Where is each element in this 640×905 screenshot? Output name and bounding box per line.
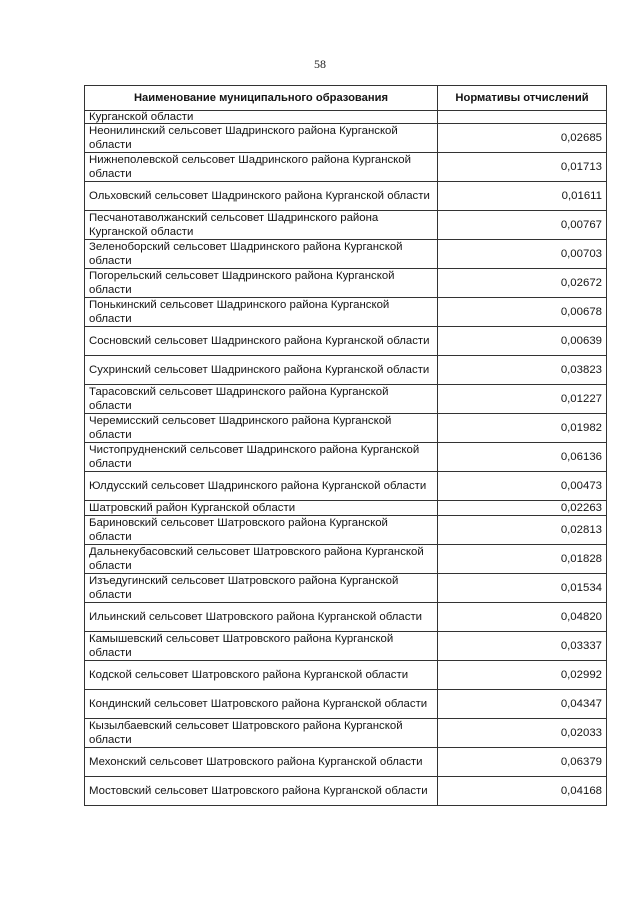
norm-value: 0,01534 xyxy=(438,574,607,603)
table-row xyxy=(85,298,607,327)
norm-value: 0,00678 xyxy=(438,298,607,327)
municipality-name: Песчанотаволжанский сельсовет Шадринского района Курганской области xyxy=(85,211,438,240)
municipality-name: Сухринский сельсовет Шадринского района Курганской области xyxy=(85,356,438,385)
municipality-name: Нижнеполевской сельсовет Шадринского района Курганской области xyxy=(85,153,438,182)
table-row xyxy=(85,574,607,603)
municipality-name: Мостовский сельсовет Шатровского района Курганской области xyxy=(85,777,438,806)
table-row xyxy=(85,472,607,501)
norm-value: 0,04820 xyxy=(438,603,607,632)
municipality-name: Юлдусский сельсовет Шадринского района Курганской области xyxy=(85,472,438,501)
norm-value: 0,01828 xyxy=(438,545,607,574)
municipality-name: Понькинский сельсовет Шадринского района Курганской области xyxy=(85,298,438,327)
norm-value: 0,00473 xyxy=(438,472,607,501)
table-row xyxy=(85,719,607,748)
municipality-name: Камышевский сельсовет Шатровского района Курганской области xyxy=(85,632,438,661)
municipality-name: Кодской сельсовет Шатровского района Курганской области xyxy=(85,661,438,690)
municipality-name: Шатровский район Курганской области xyxy=(85,501,438,516)
table-row xyxy=(85,443,607,472)
table-row xyxy=(85,124,607,153)
norm-value: 0,02685 xyxy=(438,124,607,153)
municipality-name: Чистопрудненский сельсовет Шадринского района Курганской области xyxy=(85,443,438,472)
table-row xyxy=(85,327,607,356)
municipality-name: Тарасовский сельсовет Шадринского района Курганской области xyxy=(85,385,438,414)
table-row xyxy=(85,690,607,719)
municipality-name: Ольховский сельсовет Шадринского района Курганской области xyxy=(85,182,438,211)
table-header-row xyxy=(85,86,607,111)
norm-value: 0,00639 xyxy=(438,327,607,356)
table-row xyxy=(85,748,607,777)
page-number: 58 xyxy=(314,57,326,71)
norm-value: 0,06136 xyxy=(438,443,607,472)
table-row xyxy=(85,501,607,516)
norm-value: 0,02263 xyxy=(438,501,607,516)
norms-table xyxy=(84,85,607,806)
norm-value: 0,04347 xyxy=(438,690,607,719)
norm-value: 0,02033 xyxy=(438,719,607,748)
norm-value: 0,02672 xyxy=(438,269,607,298)
header-norms: Нормативы отчислений xyxy=(438,86,607,111)
table-row xyxy=(85,516,607,545)
municipality-name: Ильинский сельсовет Шатровского района Курганской области xyxy=(85,603,438,632)
norm-value: 0,03337 xyxy=(438,632,607,661)
table-row xyxy=(85,661,607,690)
norm-value: 0,01713 xyxy=(438,153,607,182)
norm-value: 0,01227 xyxy=(438,385,607,414)
municipality-name: Кызылбаевский сельсовет Шатровского района Курганской области xyxy=(85,719,438,748)
municipality-name: Бариновский сельсовет Шатровского района Курганской области xyxy=(85,516,438,545)
table-row xyxy=(85,632,607,661)
table-row xyxy=(85,111,607,124)
municipality-name: Сосновский сельсовет Шадринского района Курганской области xyxy=(85,327,438,356)
municipality-name: Кондинский сельсовет Шатровского района Курганской области xyxy=(85,690,438,719)
table-row xyxy=(85,414,607,443)
table-row xyxy=(85,545,607,574)
norm-value: 0,02992 xyxy=(438,661,607,690)
table-row xyxy=(85,777,607,806)
table-row xyxy=(85,385,607,414)
norm-value: 0,01982 xyxy=(438,414,607,443)
norm-value xyxy=(438,111,607,124)
table-row xyxy=(85,240,607,269)
municipality-name: Изъедугинский сельсовет Шатровского района Курганской области xyxy=(85,574,438,603)
norm-value: 0,00703 xyxy=(438,240,607,269)
table-row xyxy=(85,356,607,385)
municipality-name: Зеленоборский сельсовет Шадринского района Курганской области xyxy=(85,240,438,269)
norm-value: 0,04168 xyxy=(438,777,607,806)
municipality-name: Погорельский сельсовет Шадринского района Курганской области xyxy=(85,269,438,298)
norm-value: 0,03823 xyxy=(438,356,607,385)
municipality-name: Дальнекубасовский сельсовет Шатровского района Курганской области xyxy=(85,545,438,574)
table-row xyxy=(85,153,607,182)
municipality-name: Мехонский сельсовет Шатровского района Курганской области xyxy=(85,748,438,777)
table-row xyxy=(85,603,607,632)
norm-value: 0,06379 xyxy=(438,748,607,777)
municipality-name: Курганской области xyxy=(85,111,438,124)
table-row xyxy=(85,182,607,211)
municipality-name: Черемисский сельсовет Шадринского района Курганской области xyxy=(85,414,438,443)
table-row xyxy=(85,211,607,240)
table-row xyxy=(85,269,607,298)
norm-value: 0,01611 xyxy=(438,182,607,211)
norm-value: 0,02813 xyxy=(438,516,607,545)
municipality-name: Неонилинский сельсовет Шадринского района Курганской области xyxy=(85,124,438,153)
norm-value: 0,00767 xyxy=(438,211,607,240)
header-municipality: Наименование муниципального образования xyxy=(85,86,438,111)
